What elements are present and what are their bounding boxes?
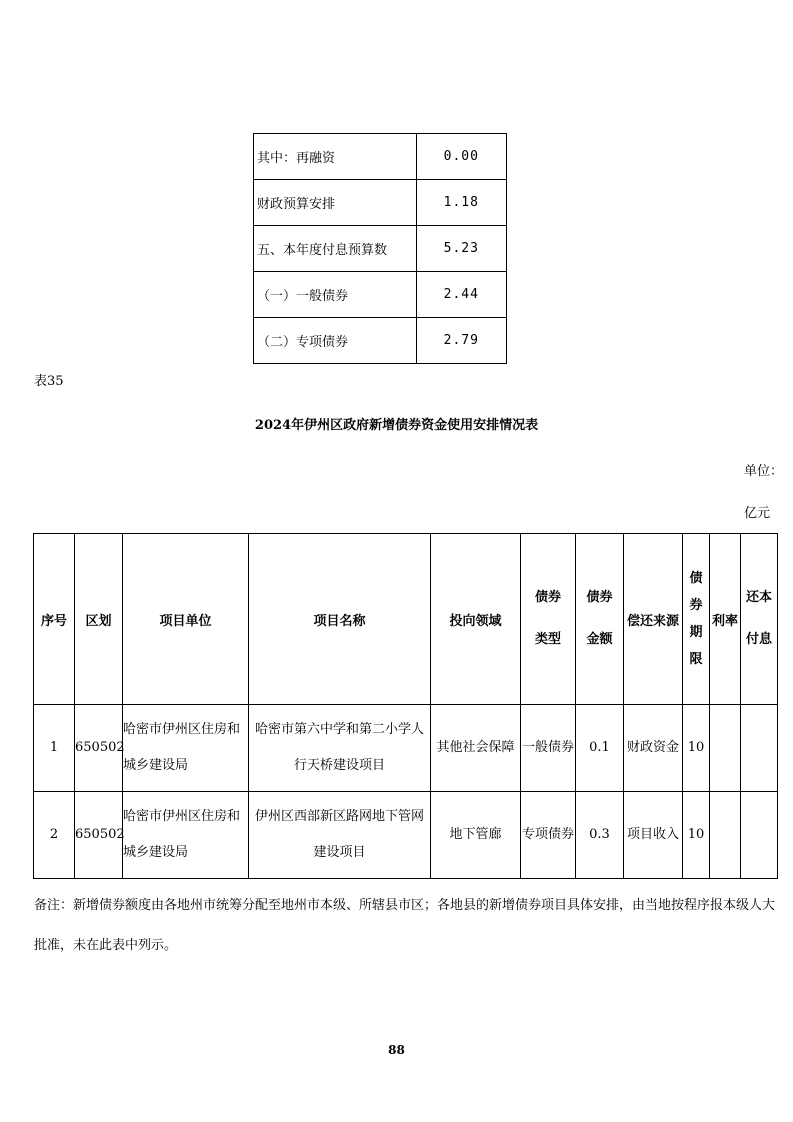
- header-term-cell: [683, 534, 710, 705]
- header-source: 偿还来源: [624, 534, 683, 705]
- cell-region: 650502: [75, 705, 123, 792]
- header-project: 项目名称: [249, 534, 431, 705]
- cell-repay: [741, 705, 778, 792]
- summary-value: 2.44: [416, 272, 506, 318]
- cell-field: 其他社会保障: [431, 705, 521, 792]
- cell-amount: 0.3: [576, 792, 624, 879]
- summary-row: [254, 134, 507, 180]
- cell-rate: [710, 705, 741, 792]
- header-amount-cell: [576, 534, 624, 705]
- summary-row: [254, 318, 507, 364]
- cell-source: 项目收入: [624, 792, 683, 879]
- cell-seq: 1: [34, 705, 75, 792]
- summary-table: [253, 133, 507, 364]
- summary-value: 5.23: [416, 226, 506, 272]
- unit-label: 单位：: [744, 464, 784, 479]
- cell-term: 10: [683, 792, 710, 879]
- summary-value: 1.18: [416, 180, 506, 226]
- summary-label: 财政预算安排: [254, 180, 417, 226]
- cell-term: 10: [683, 705, 710, 792]
- header-bond-type-cell: [521, 534, 576, 705]
- summary-value: 2.79: [416, 318, 506, 364]
- cell-bond-type: 一般债券: [521, 705, 576, 792]
- header-seq: 序号: [34, 534, 75, 705]
- cell-project: 哈密市第六中学和第二小学人行天桥建设项目: [249, 705, 431, 792]
- table-row: [34, 705, 778, 792]
- cell-bond-type: 专项债券: [521, 792, 576, 879]
- summary-row: [254, 272, 507, 318]
- cell-seq: 2: [34, 792, 75, 879]
- header-unit: 项目单位: [123, 534, 249, 705]
- cell-field: 地下管廊: [431, 792, 521, 879]
- header-repay: 还本付息: [745, 590, 772, 647]
- cell-unit: 哈密市伊州区住房和城乡建设局: [123, 705, 249, 792]
- summary-label: （二）专项债券: [254, 318, 417, 364]
- cell-unit: 哈密市伊州区住房和城乡建设局: [123, 792, 249, 879]
- cell-source: 财政资金: [624, 705, 683, 792]
- cell-repay: [741, 792, 778, 879]
- cell-project: 伊州区西部新区路网地下管网建设项目: [249, 792, 431, 879]
- table-row: [34, 792, 778, 879]
- header-row: [34, 534, 778, 705]
- page-number: 88: [388, 1043, 405, 1057]
- header-rate: 利率: [710, 534, 741, 705]
- summary-value: 0.00: [416, 134, 506, 180]
- header-field: 投向领域: [431, 534, 521, 705]
- header-term: 债券期限: [689, 571, 703, 667]
- bond-allocation-table: [33, 533, 778, 879]
- header-repay-cell: [741, 534, 778, 705]
- unit-value: 亿元: [744, 506, 771, 521]
- summary-label: 五、本年度付息预算数: [254, 226, 417, 272]
- summary-label: （一）一般债券: [254, 272, 417, 318]
- header-region: 区划: [75, 534, 123, 705]
- cell-rate: [710, 792, 741, 879]
- cell-region: 650502: [75, 792, 123, 879]
- header-amount: 债券金额: [586, 590, 613, 647]
- cell-amount: 0.1: [576, 705, 624, 792]
- table-title: 2024年伊州区政府新增债券资金使用安排情况表: [254, 418, 539, 433]
- header-bond-type: 债券类型: [534, 590, 561, 647]
- summary-row: [254, 180, 507, 226]
- footnote: 备注：新增债券额度由各地州市统筹分配至地州市本级、所辖县市区；各地县的新增债券项目具体安排，由当地按程序报本级人大批准，未在此表中列示。: [34, 898, 776, 953]
- table-number: 表35: [34, 374, 64, 389]
- summary-label: 其中：再融资: [254, 134, 417, 180]
- summary-row: [254, 226, 507, 272]
